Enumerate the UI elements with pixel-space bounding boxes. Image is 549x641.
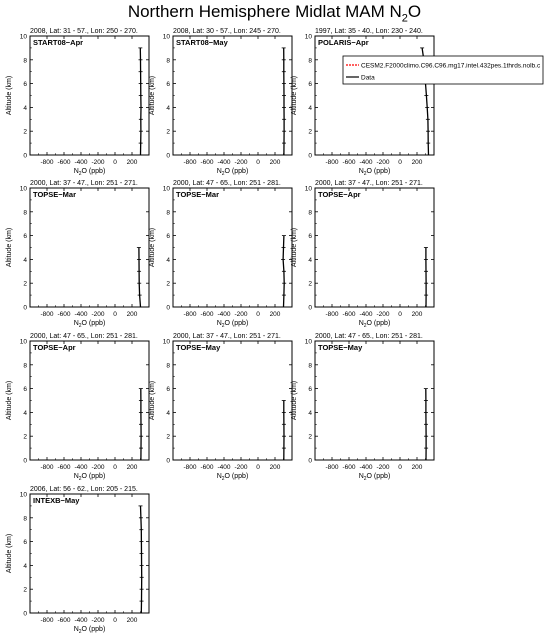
panel-header: 2000, Lat: 47 - 65., Lon: 251 - 281. [315, 333, 423, 340]
x-tick-label: -200 [91, 159, 105, 166]
y-tick-label: 2 [23, 433, 27, 441]
y-tick-label: 8 [166, 362, 170, 370]
x-tick-label: 0 [398, 311, 402, 318]
legend [343, 56, 543, 84]
y-tick-label: 10 [19, 185, 27, 193]
y-tick-label: 0 [166, 457, 170, 465]
y-tick-label: 4 [308, 104, 312, 112]
panel-header: 2000, Lat: 47 - 65., Lon: 251 - 281. [30, 333, 138, 340]
x-tick-label: -400 [359, 464, 373, 471]
y-tick-label: 2 [308, 280, 312, 288]
panel-header: 1997, Lat: 35 - 40., Lon: 230 - 240. [315, 28, 423, 35]
x-tick-label: -600 [200, 464, 214, 471]
x-axis-label-subscript: 2 [78, 476, 82, 482]
y-axis-label: Altitude (km) [149, 380, 156, 421]
campaign-label: INTEXB−May [33, 496, 80, 505]
y-tick-label: 10 [304, 185, 312, 193]
x-axis-label-subscript: 2 [221, 323, 225, 329]
y-tick-label: 0 [23, 610, 27, 618]
x-tick-label: -800 [325, 464, 339, 471]
x-axis-label-rest: O (ppb) [81, 473, 106, 480]
y-tick-label: 8 [23, 515, 27, 523]
y-tick-label: 4 [166, 104, 170, 112]
x-axis-label: $N_2O$ (ppb) [216, 473, 249, 482]
x-axis-label: $N_2O$ (ppb) [216, 320, 249, 329]
y-axis-label: Altitude (km) [6, 380, 13, 421]
y-tick-label: 4 [23, 409, 27, 417]
panel-header: 2000, Lat: 37 - 47., Lon: 251 - 271. [30, 180, 138, 187]
y-tick-label: 2 [308, 433, 312, 441]
plot-frame [315, 188, 434, 307]
x-tick-label: -800 [40, 311, 54, 318]
x-tick-label: -400 [217, 159, 231, 166]
x-tick-label: 0 [398, 464, 402, 471]
panel-9 [291, 333, 434, 482]
x-tick-label: -200 [234, 311, 248, 318]
x-tick-label: -800 [325, 159, 339, 166]
x-tick-label: -400 [359, 159, 373, 166]
y-tick-label: 0 [23, 152, 27, 160]
x-tick-label: -600 [57, 464, 71, 471]
x-tick-label: -200 [91, 464, 105, 471]
x-tick-label: -200 [91, 617, 105, 624]
y-tick-label: 2 [23, 586, 27, 594]
x-axis-label: $N_2O$ (ppb) [73, 626, 106, 635]
x-tick-label: -800 [183, 311, 197, 318]
x-tick-label: -200 [234, 464, 248, 471]
x-tick-label: 0 [113, 464, 117, 471]
y-tick-label: 6 [166, 81, 170, 89]
x-tick-label: 200 [411, 159, 423, 166]
plot-frame [173, 341, 292, 460]
x-tick-label: -600 [342, 464, 356, 471]
legend-entry-label: CESM2.F2000climo.C96.C96.mg17.intel.432pes.1thrds.nolb.c [361, 62, 541, 70]
y-tick-label: 8 [23, 362, 27, 370]
plot-frame [315, 36, 434, 155]
panel-header: 2000, Lat: 37 - 47., Lon: 251 - 271. [173, 333, 281, 340]
plot-frame [173, 36, 292, 155]
x-tick-label: -800 [183, 464, 197, 471]
x-tick-label: -200 [91, 311, 105, 318]
x-tick-label: -200 [376, 159, 390, 166]
y-tick-label: 0 [166, 152, 170, 160]
panel-3 [291, 28, 543, 177]
y-tick-label: 4 [308, 256, 312, 264]
x-tick-label: 0 [113, 159, 117, 166]
y-tick-label: 10 [19, 491, 27, 499]
y-tick-label: 0 [23, 457, 27, 465]
plot-frame [30, 341, 149, 460]
x-axis-label: $N_2O$ (ppb) [358, 473, 391, 482]
x-tick-label: 0 [256, 464, 260, 471]
y-axis-label: Altitude (km) [149, 75, 156, 116]
y-tick-label: 2 [23, 280, 27, 288]
x-tick-label: 0 [113, 311, 117, 318]
x-tick-label: -800 [325, 311, 339, 318]
campaign-label: TOPSE−Mar [33, 190, 77, 199]
y-tick-label: 2 [166, 128, 170, 136]
campaign-label: TOPSE−May [318, 343, 363, 352]
x-tick-label: 200 [269, 311, 281, 318]
y-tick-label: 6 [166, 233, 170, 241]
panel-header: 2008, Lat: 31 - 57., Lon: 250 - 270. [30, 28, 138, 35]
panel-header: 2000, Lat: 37 - 47., Lon: 251 - 271. [315, 180, 423, 187]
y-tick-label: 6 [23, 81, 27, 89]
y-tick-label: 6 [23, 386, 27, 394]
y-tick-label: 10 [19, 338, 27, 346]
y-tick-label: 6 [308, 386, 312, 394]
x-axis-label-subscript: 2 [363, 323, 367, 329]
panel-7 [6, 333, 149, 482]
campaign-label: TOPSE−Apr [33, 343, 76, 352]
x-axis-label-rest: O (ppb) [366, 168, 391, 175]
x-axis-label-rest: O (ppb) [366, 320, 391, 327]
x-axis-label-subscript: 2 [78, 323, 82, 329]
x-tick-label: 200 [126, 617, 138, 624]
y-tick-label: 4 [23, 104, 27, 112]
legend-entry-label: Data [361, 74, 375, 82]
x-tick-label: 0 [113, 617, 117, 624]
x-tick-label: 0 [256, 311, 260, 318]
panel-6 [291, 180, 434, 329]
y-tick-label: 4 [166, 409, 170, 417]
x-tick-label: -400 [74, 617, 88, 624]
panel-10 [6, 486, 149, 635]
campaign-label: TOPSE−May [176, 343, 221, 352]
y-tick-label: 4 [166, 256, 170, 264]
campaign-label: START08−May [176, 38, 228, 47]
x-tick-label: -600 [57, 617, 71, 624]
y-tick-label: 8 [308, 362, 312, 370]
x-tick-label: 0 [398, 159, 402, 166]
y-axis-label: Altitude (km) [291, 75, 298, 116]
campaign-label: TOPSE−Apr [318, 190, 361, 199]
x-tick-label: -600 [57, 159, 71, 166]
x-tick-label: -400 [217, 464, 231, 471]
x-tick-label: -200 [234, 159, 248, 166]
y-tick-label: 10 [304, 33, 312, 41]
y-tick-label: 8 [166, 209, 170, 217]
data-profile-line [140, 48, 141, 155]
y-tick-label: 8 [23, 209, 27, 217]
x-tick-label: -800 [40, 617, 54, 624]
x-axis-label-subscript: 2 [221, 476, 225, 482]
y-axis-label: Altitude (km) [6, 75, 13, 116]
y-axis-label: Altitude (km) [291, 227, 298, 268]
plot-frame [30, 36, 149, 155]
y-tick-label: 0 [308, 304, 312, 312]
data-profile-line [141, 506, 142, 613]
x-tick-label: 200 [411, 464, 423, 471]
y-tick-label: 6 [308, 81, 312, 89]
campaign-label: TOPSE−Mar [176, 190, 220, 199]
y-tick-label: 2 [308, 128, 312, 136]
x-axis-label-subscript: 2 [363, 171, 367, 177]
x-axis-label-rest: O (ppb) [224, 473, 249, 480]
panel-header: 2008, Lat: 30 - 57., Lon: 245 - 270. [173, 28, 281, 35]
x-tick-label: 200 [126, 159, 138, 166]
y-tick-label: 6 [23, 233, 27, 241]
panel-5 [149, 180, 292, 329]
x-tick-label: 200 [126, 311, 138, 318]
panel-4 [6, 180, 149, 329]
y-tick-label: 10 [162, 338, 170, 346]
panel-header: 2006, Lat: 56 - 62., Lon: 205 - 215. [30, 486, 138, 493]
x-axis-label-rest: O (ppb) [81, 320, 106, 327]
x-tick-label: -400 [74, 159, 88, 166]
x-axis-label-rest: O (ppb) [224, 320, 249, 327]
y-axis-label: Altitude (km) [291, 380, 298, 421]
x-tick-label: -200 [376, 464, 390, 471]
x-axis-label-rest: O (ppb) [224, 168, 249, 175]
x-axis-label: $N_2O$ (ppb) [73, 320, 106, 329]
data-profile-line [139, 248, 141, 308]
y-tick-label: 0 [308, 152, 312, 160]
x-tick-label: 200 [269, 464, 281, 471]
campaign-label: START08−Apr [33, 38, 84, 47]
x-tick-label: 200 [411, 311, 423, 318]
x-axis-label-rest: O (ppb) [366, 473, 391, 480]
plot-frame [30, 494, 149, 613]
y-tick-label: 4 [308, 409, 312, 417]
plot-frame [173, 188, 292, 307]
x-tick-label: -600 [57, 311, 71, 318]
y-tick-label: 4 [23, 256, 27, 264]
y-axis-label: Altitude (km) [6, 227, 13, 268]
y-tick-label: 4 [23, 562, 27, 570]
y-tick-label: 8 [308, 57, 312, 65]
x-tick-label: -600 [342, 311, 356, 318]
x-tick-label: 200 [126, 464, 138, 471]
y-tick-label: 10 [162, 185, 170, 193]
plot-frame [315, 341, 434, 460]
panel-8 [149, 333, 292, 482]
x-tick-label: -600 [200, 311, 214, 318]
x-axis-label-subscript: 2 [363, 476, 367, 482]
y-tick-label: 0 [308, 457, 312, 465]
x-axis-label-subscript: 2 [78, 629, 82, 635]
y-axis-label: Altitude (km) [6, 533, 13, 574]
y-tick-label: 0 [166, 304, 170, 312]
x-axis-label-subscript: 2 [221, 171, 225, 177]
y-tick-label: 6 [23, 539, 27, 547]
x-tick-label: 200 [269, 159, 281, 166]
y-tick-label: 6 [308, 233, 312, 241]
x-tick-label: -400 [74, 464, 88, 471]
campaign-label: POLARIS−Apr [318, 38, 369, 47]
y-tick-label: 2 [166, 433, 170, 441]
x-tick-label: -800 [40, 159, 54, 166]
panel-header: 2000, Lat: 47 - 65., Lon: 251 - 281. [173, 180, 281, 187]
x-tick-label: -400 [74, 311, 88, 318]
x-axis-label: $N_2O$ (ppb) [216, 168, 249, 177]
panel-2 [149, 28, 292, 177]
x-axis-label-subscript: 2 [78, 171, 82, 177]
x-tick-label: -200 [376, 311, 390, 318]
y-tick-label: 0 [23, 304, 27, 312]
x-axis-label: $N_2O$ (ppb) [73, 473, 106, 482]
x-axis-label-rest: O (ppb) [81, 626, 106, 633]
y-tick-label: 8 [166, 57, 170, 65]
panel-1 [6, 28, 149, 177]
y-tick-label: 10 [19, 33, 27, 41]
y-tick-label: 6 [166, 386, 170, 394]
x-tick-label: -800 [183, 159, 197, 166]
x-tick-label: -400 [359, 311, 373, 318]
x-axis-label: $N_2O$ (ppb) [73, 168, 106, 177]
x-axis-label-rest: O (ppb) [81, 168, 106, 175]
plot-frame [30, 188, 149, 307]
figure-title: Northern Hemisphere Midlat MAM $N_2O$ [127, 2, 422, 25]
y-tick-label: 8 [23, 57, 27, 65]
y-axis-label: Altitude (km) [149, 227, 156, 268]
x-axis-label: $N_2O$ (ppb) [358, 320, 391, 329]
x-tick-label: -400 [217, 311, 231, 318]
y-tick-label: 2 [166, 280, 170, 288]
x-tick-label: 0 [256, 159, 260, 166]
x-tick-label: -800 [40, 464, 54, 471]
y-tick-label: 10 [162, 33, 170, 41]
y-tick-label: 2 [23, 128, 27, 136]
x-tick-label: -600 [342, 159, 356, 166]
y-tick-label: 8 [308, 209, 312, 217]
y-tick-label: 10 [304, 338, 312, 346]
x-axis-label: $N_2O$ (ppb) [358, 168, 391, 177]
x-tick-label: -600 [200, 159, 214, 166]
